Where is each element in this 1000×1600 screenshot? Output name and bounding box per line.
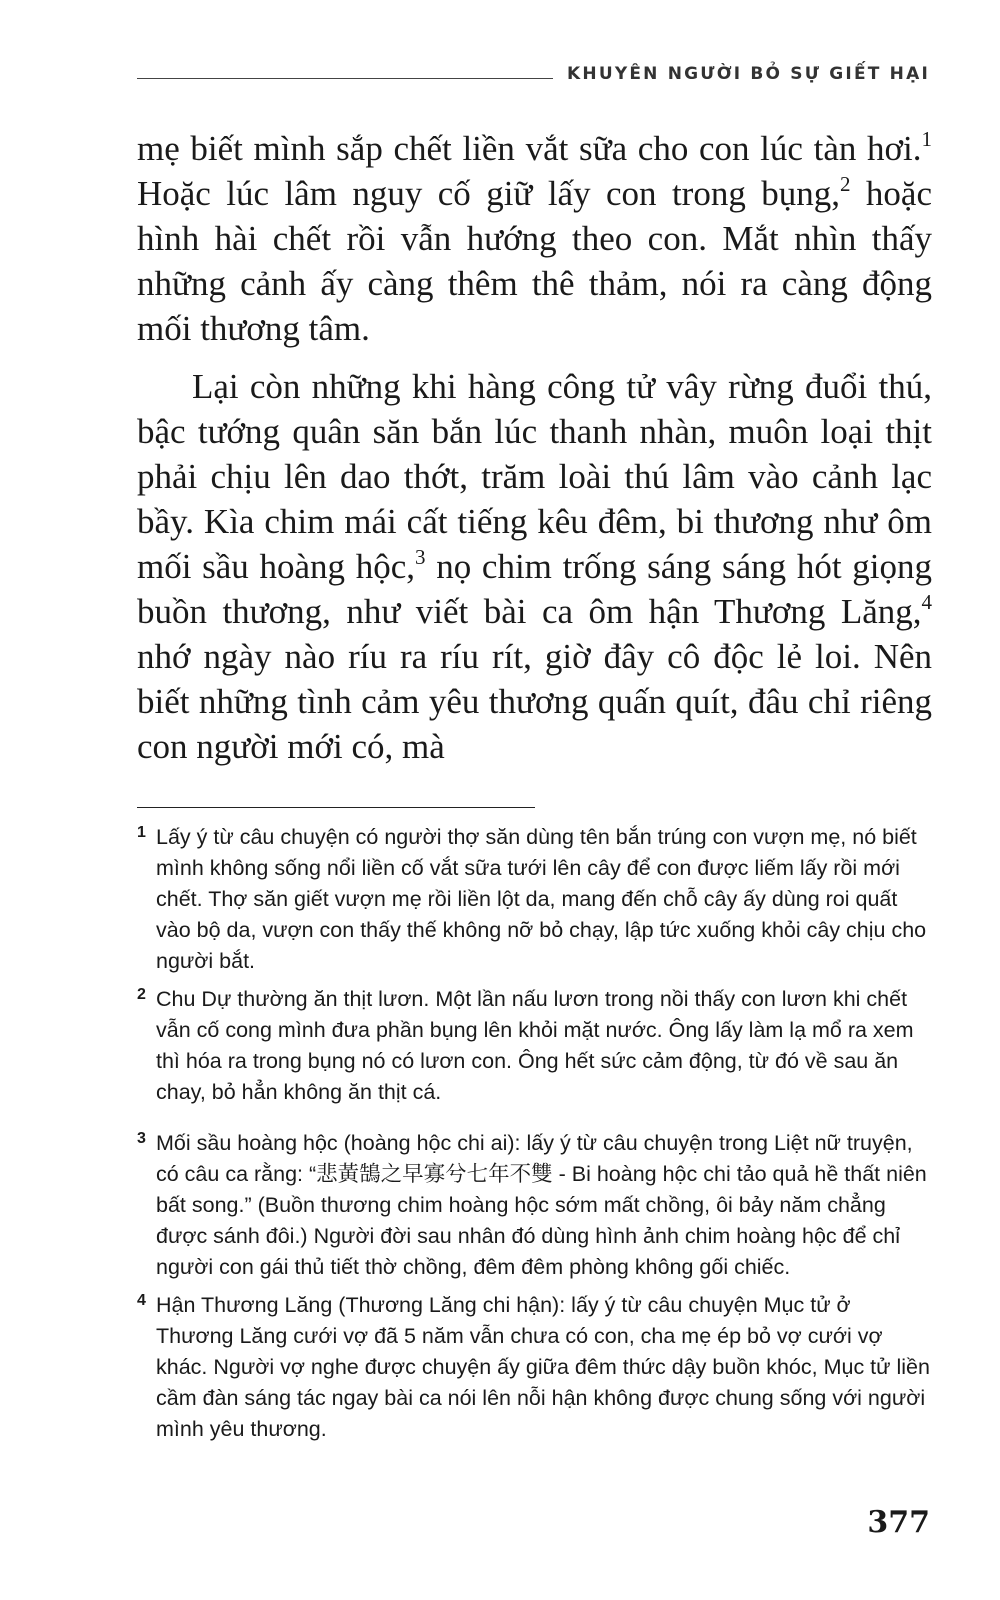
footnote-text: Mối sầu hoàng hộc (hoàng hộc chi ai): lấy ý từ câu chuyện trong Liệt nữ truyện, có câu ca rằng: “悲黃鵠之早寡兮七年不雙 - Bi hoàng hộc chi tảo quả hề thất niên bất song.” (Buồn thương chim hoàng hộc sớm mất chồng, ôi bảy năm chẳng được sánh đôi.) Người đời sau nhân đó dùng hình ảnh chim hoàng hộc để chỉ người con gái thủ tiết thờ chồng, đêm đêm phòng không gối chiếc.: [156, 1131, 927, 1279]
text-run: mẹ biết mình sắp chết liền vắt sữa cho con lúc tàn hơi.: [137, 129, 922, 168]
footnote-number: 4: [137, 1292, 146, 1309]
footnote-text: Hận Thương Lăng (Thương Lăng chi hận): lấy ý từ câu chuyện Mục tử ở Thương Lăng cưới vợ đã 5 năm vẫn chưa có con, cha mẹ ép bỏ vợ cưới vợ khác. Người vợ nghe được chuyện ấy giữa đêm thức dậy buồn khóc, Mục tử liền cầm đàn sáng tác ngay bài ca nói lên nỗi hận không được chung sống với người mình yêu thương.: [156, 1293, 930, 1441]
footnote-ref-1[interactable]: 1: [921, 127, 932, 151]
footnote-ref-2[interactable]: 2: [840, 172, 851, 196]
footnote-text: Chu Dự thường ăn thịt lươn. Một lần nấu lươn trong nồi thấy con lươn khi chết vẫn cố cong mình đưa phần bụng lên khỏi mặt nước. Ông lấy làm lạ mổ ra xem thì hóa ra trong bụng nó có lươn con. Ông hết sức cảm động, từ đó về sau ăn chay, bỏ hẳn không ăn thịt cá.: [156, 987, 914, 1104]
text-run: nọ chim trống sáng sáng hót giọng buồn thương, như viết bài ca ôm hận Thương Lăng,: [137, 547, 932, 631]
running-header: [137, 58, 930, 84]
footnotes: [137, 822, 932, 1445]
footnote-3: [137, 1128, 932, 1283]
footnote-4: [137, 1290, 932, 1445]
running-title: KHUYÊN NGƯỜI BỎ SỰ GIẾT HẠI: [567, 64, 930, 84]
text-run: Lại còn những khi hàng công tử vây rừng đuổi thú, bậc tướng quân săn bắn lúc thanh nhàn, muôn loại thịt phải chịu lên dao thớt, trăm loài thú lâm vào cảnh lạc bầy. Kìa chim mái cất tiếng kêu đêm, bi thương như ôm mối sầu hoàng hộc,: [137, 367, 932, 586]
page-number: 377: [867, 1505, 930, 1540]
header-rule: [137, 78, 553, 79]
main-text: [137, 126, 932, 769]
footnote-number: 2: [137, 986, 146, 1003]
text-run: Hoặc lúc lâm nguy cố giữ lấy con trong bụng,: [137, 174, 840, 213]
footnote-ref-4[interactable]: 4: [921, 590, 932, 614]
footnote-text: Lấy ý từ câu chuyện có người thợ săn dùng tên bắn trúng con vượn mẹ, nó biết mình không sống nổi liền cố vắt sữa tưới lên cây để con được liếm lấy rồi mới chết. Thợ săn giết vượn mẹ rồi liền lột da, mang đến chỗ cây ấy dùng roi quất vào bộ da, vượn con thấy thế không nỡ bỏ chạy, lập tức xuống khỏi cây chịu cho người bắt.: [156, 825, 927, 973]
footnote-separator: [137, 807, 535, 808]
paragraph-1: [137, 126, 932, 351]
footnote-1: [137, 822, 932, 977]
text-run: nhớ ngày nào ríu ra ríu rít, giờ đây cô độc lẻ loi. Nên biết những tình cảm yêu thương quấn quít, đâu chỉ riêng con người mới có, mà: [137, 637, 932, 766]
text-run: hoặc hình hài chết rồi vẫn hướng theo con. Mắt nhìn thấy những cảnh ấy càng thêm thê thảm, nói ra càng động mối thương tâm.: [137, 174, 932, 348]
paragraph-2: [137, 364, 932, 769]
footnote-ref-3[interactable]: 3: [415, 545, 426, 569]
footnote-2: [137, 984, 932, 1108]
footnote-number: 1: [137, 824, 146, 841]
footnote-number: 3: [137, 1130, 146, 1147]
